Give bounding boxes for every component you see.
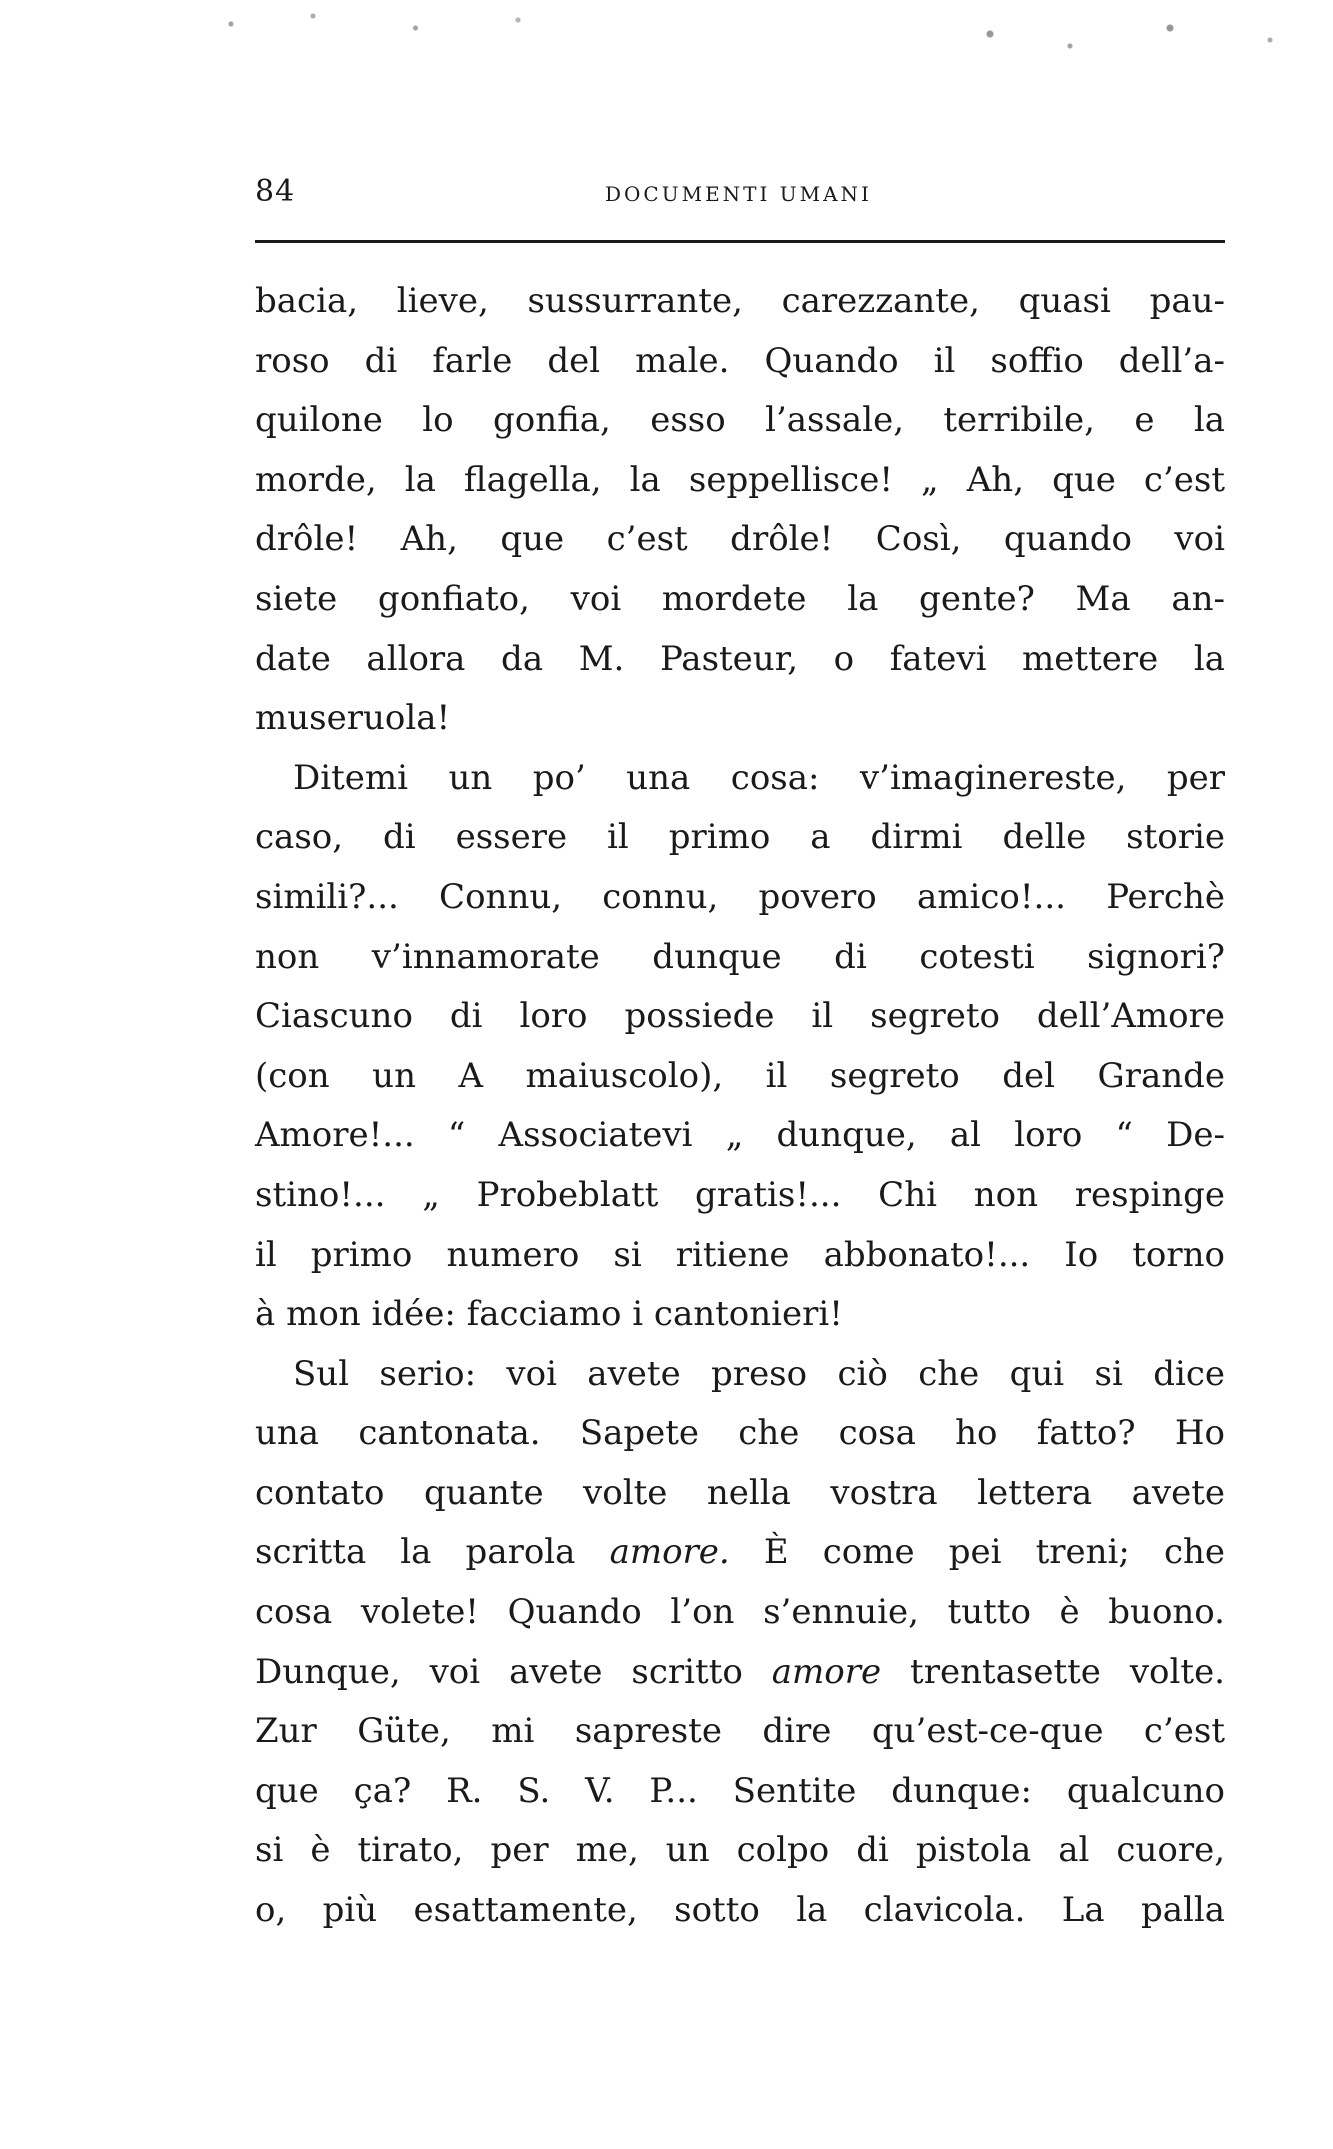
text-line: Ditemi un po’ una cosa: v’imaginereste, per [293, 757, 1225, 798]
text-line: il primo numero si ritiene abbonato!... Io torno [255, 1234, 1225, 1275]
text-line: morde, la flagella, la seppellisce! „ Ah, que c’est [255, 459, 1225, 500]
scan-artifact-top-right [930, 10, 1330, 70]
text-line: Sul serio: voi avete preso ciò che qui si dice [293, 1353, 1225, 1394]
text-line: o, più esattamente, sotto la clavicola. La palla [255, 1890, 1225, 1931]
text-line: caso, di essere il primo a dirmi delle storie [255, 817, 1225, 858]
text-segment: trentasette volte. [910, 1651, 1225, 1692]
running-title: DOCUMENTI UMANI [605, 182, 872, 206]
text-segment: Dunque, voi avete scritto [255, 1651, 743, 1692]
text-line: que ça? R. S. V. P... Sentite dunque: qualcuno [255, 1770, 1225, 1811]
body-text [255, 272, 1225, 1972]
text-segment: scritta la parola [255, 1532, 576, 1573]
italic-word: amore. [609, 1532, 730, 1573]
text-line: contato quante volte nella vostra lettera avete [255, 1472, 1225, 1513]
text-line: siete gonfiato, voi mordete la gente? Ma an- [255, 578, 1225, 619]
text-line: Amore!... “ Associatevi „ dunque, al loro “ De- [255, 1115, 1225, 1156]
text-line: una cantonata. Sapete che cosa ho fatto? Ho [255, 1413, 1225, 1454]
scan-artifact-top-left [190, 8, 600, 48]
text-line: Ciascuno di loro possiede il segreto dell’Amore [255, 996, 1225, 1037]
page-header [255, 174, 1235, 214]
text-line: date allora da M. Pasteur, o fatevi mettere la [255, 638, 1225, 679]
text-line: stino!... „ Probeblatt gratis!... Chi non respinge [255, 1174, 1225, 1215]
italic-word: amore [771, 1651, 882, 1692]
text-line: cosa volete! Quando l’on s’ennuie, tutto è buono. [255, 1592, 1225, 1633]
text-line: drôle! Ah, que c’est drôle! Così, quando voi [255, 519, 1225, 560]
text-line: non v’innamorate dunque di cotesti signori? [255, 936, 1225, 977]
text-line: museruola! [255, 698, 451, 739]
text-line [255, 1523, 1225, 1583]
text-line: (con un A maiuscolo), il segreto del Grande [255, 1055, 1225, 1096]
text-line: simili?... Connu, connu, povero amico!... Perchè [255, 876, 1225, 917]
text-line: si è tirato, per me, un colpo di pistola al cuore, [255, 1830, 1225, 1871]
text-line: quilone lo gonfia, esso l’assale, terribile, e la [255, 400, 1225, 441]
text-segment: È come pei treni; che [763, 1532, 1225, 1573]
page-number: 84 [255, 174, 296, 209]
text-line: roso di farle del male. Quando il soffio dell’a- [255, 340, 1225, 381]
header-rule [255, 240, 1225, 243]
text-line: à mon idée: facciamo i cantonieri! [255, 1294, 843, 1335]
text-line [255, 1643, 1225, 1703]
text-line: bacia, lieve, sussurrante, carezzante, quasi pau- [255, 281, 1225, 321]
text-line: Zur Güte, mi sapreste dire qu’est-ce-que c’est [255, 1711, 1225, 1752]
